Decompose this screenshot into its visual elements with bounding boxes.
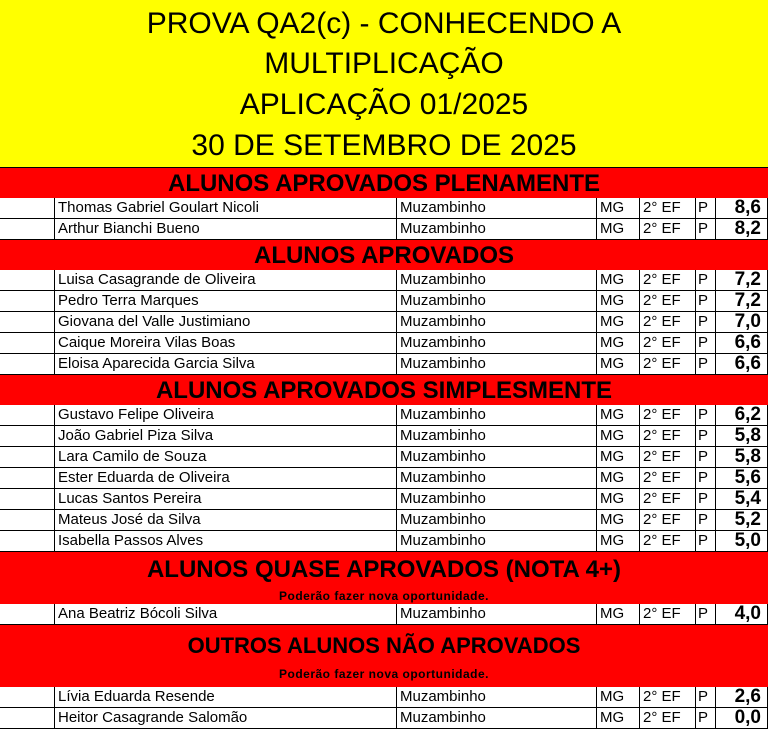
score-cell: 8,2 (716, 219, 768, 239)
student-name-cell: Luisa Casagrande de Oliveira (55, 270, 397, 290)
grade-cell: 2° EF (640, 604, 696, 624)
status-cell: P (696, 708, 716, 728)
table-row (0, 426, 768, 447)
student-name-cell: Heitor Casagrande Salomão (55, 708, 397, 728)
section-aprovados-band (0, 240, 768, 270)
student-name-cell: Ana Beatriz Bócoli Silva (55, 604, 397, 624)
table-row (0, 333, 768, 354)
grade-cell: 2° EF (640, 198, 696, 218)
score-cell: 2,6 (716, 687, 768, 707)
status-cell: P (696, 604, 716, 624)
grade-cell: 2° EF (640, 333, 696, 353)
student-name-cell: João Gabriel Piza Silva (55, 426, 397, 446)
city-cell: Muzambinho (397, 312, 597, 332)
table-row (0, 219, 768, 240)
state-cell: MG (597, 687, 640, 707)
status-cell: P (696, 426, 716, 446)
section-quase-band (0, 552, 768, 604)
table-row (0, 270, 768, 291)
grade-cell: 2° EF (640, 270, 696, 290)
score-cell: 5,4 (716, 489, 768, 509)
state-cell: MG (597, 426, 640, 446)
blank-cell (0, 354, 55, 374)
status-cell: P (696, 687, 716, 707)
table-row (0, 708, 768, 729)
city-cell: Muzambinho (397, 219, 597, 239)
city-cell: Muzambinho (397, 426, 597, 446)
table-row (0, 531, 768, 552)
header-banner (0, 0, 768, 168)
blank-cell (0, 426, 55, 446)
student-name-cell: Caique Moreira Vilas Boas (55, 333, 397, 353)
section-outros-band (0, 625, 768, 687)
blank-cell (0, 687, 55, 707)
table-row (0, 510, 768, 531)
table-row (0, 198, 768, 219)
score-cell: 5,2 (716, 510, 768, 530)
score-cell: 7,2 (716, 291, 768, 311)
section-subtitle: Poderão fazer nova oportunidade. (278, 589, 490, 603)
score-cell: 5,0 (716, 531, 768, 551)
state-cell: MG (597, 708, 640, 728)
score-cell: 5,8 (716, 447, 768, 467)
status-cell: P (696, 531, 716, 551)
blank-cell (0, 333, 55, 353)
city-cell: Muzambinho (397, 468, 597, 488)
blank-cell (0, 405, 55, 425)
score-cell: 4,0 (716, 604, 768, 624)
city-cell: Muzambinho (397, 354, 597, 374)
student-name-cell: Giovana del Valle Justimiano (55, 312, 397, 332)
blank-cell (0, 447, 55, 467)
status-cell: P (696, 354, 716, 374)
grade-cell: 2° EF (640, 354, 696, 374)
header-line-4: 30 DE SETEMBRO DE 2025 (191, 129, 577, 162)
header-line-1: PROVA QA2(c) - CONHECENDO A (146, 7, 622, 40)
header-line-3: APLICAÇÃO 01/2025 (239, 88, 529, 121)
table-row (0, 291, 768, 312)
section-subtitle: Poderão fazer nova oportunidade. (278, 667, 490, 681)
city-cell: Muzambinho (397, 708, 597, 728)
student-name-cell: Lucas Santos Pereira (55, 489, 397, 509)
student-name-cell: Mateus José da Silva (55, 510, 397, 530)
grade-cell: 2° EF (640, 510, 696, 530)
city-cell: Muzambinho (397, 198, 597, 218)
state-cell: MG (597, 354, 640, 374)
status-cell: P (696, 219, 716, 239)
grade-cell: 2° EF (640, 219, 696, 239)
student-name-cell: Arthur Bianchi Bueno (55, 219, 397, 239)
score-cell: 5,6 (716, 468, 768, 488)
city-cell: Muzambinho (397, 405, 597, 425)
status-cell: P (696, 447, 716, 467)
table-row (0, 405, 768, 426)
table-row (0, 447, 768, 468)
grade-cell: 2° EF (640, 291, 696, 311)
grade-cell: 2° EF (640, 468, 696, 488)
state-cell: MG (597, 198, 640, 218)
city-cell: Muzambinho (397, 531, 597, 551)
section-simplesmente-band (0, 375, 768, 405)
state-cell: MG (597, 405, 640, 425)
city-cell: Muzambinho (397, 291, 597, 311)
state-cell: MG (597, 291, 640, 311)
status-cell: P (696, 489, 716, 509)
student-name-cell: Eloisa Aparecida Garcia Silva (55, 354, 397, 374)
student-name-cell: Gustavo Felipe Oliveira (55, 405, 397, 425)
grade-cell: 2° EF (640, 447, 696, 467)
grade-cell: 2° EF (640, 489, 696, 509)
student-name-cell: Isabella Passos Alves (55, 531, 397, 551)
city-cell: Muzambinho (397, 333, 597, 353)
section-title: ALUNOS APROVADOS SIMPLESMENTE (155, 377, 613, 404)
blank-cell (0, 489, 55, 509)
grade-cell: 2° EF (640, 405, 696, 425)
status-cell: P (696, 198, 716, 218)
state-cell: MG (597, 604, 640, 624)
student-name-cell: Lara Camilo de Souza (55, 447, 397, 467)
state-cell: MG (597, 312, 640, 332)
city-cell: Muzambinho (397, 510, 597, 530)
table-row (0, 604, 768, 625)
score-cell: 6,2 (716, 405, 768, 425)
table-row (0, 312, 768, 333)
student-name-cell: Pedro Terra Marques (55, 291, 397, 311)
student-name-cell: Ester Eduarda de Oliveira (55, 468, 397, 488)
blank-cell (0, 510, 55, 530)
status-cell: P (696, 510, 716, 530)
status-cell: P (696, 270, 716, 290)
student-name-cell: Lívia Eduarda Resende (55, 687, 397, 707)
score-cell: 0,0 (716, 708, 768, 728)
blank-cell (0, 531, 55, 551)
grade-cell: 2° EF (640, 708, 696, 728)
grade-cell: 2° EF (640, 426, 696, 446)
city-cell: Muzambinho (397, 270, 597, 290)
city-cell: Muzambinho (397, 604, 597, 624)
student-name-cell: Thomas Gabriel Goulart Nicoli (55, 198, 397, 218)
header-line-2: MULTIPLICAÇÃO (264, 47, 504, 80)
table-row (0, 687, 768, 708)
table-row (0, 354, 768, 375)
blank-cell (0, 708, 55, 728)
score-cell: 6,6 (716, 333, 768, 353)
city-cell: Muzambinho (397, 447, 597, 467)
state-cell: MG (597, 333, 640, 353)
blank-cell (0, 604, 55, 624)
score-cell: 7,0 (716, 312, 768, 332)
state-cell: MG (597, 510, 640, 530)
state-cell: MG (597, 219, 640, 239)
blank-cell (0, 468, 55, 488)
score-cell: 6,6 (716, 354, 768, 374)
status-cell: P (696, 405, 716, 425)
state-cell: MG (597, 270, 640, 290)
city-cell: Muzambinho (397, 489, 597, 509)
status-cell: P (696, 312, 716, 332)
section-title: OUTROS ALUNOS NÃO APROVADOS (187, 633, 581, 658)
blank-cell (0, 198, 55, 218)
score-cell: 8,6 (716, 198, 768, 218)
score-cell: 7,2 (716, 270, 768, 290)
section-title: ALUNOS APROVADOS PLENAMENTE (167, 170, 601, 197)
status-cell: P (696, 333, 716, 353)
status-cell: P (696, 468, 716, 488)
state-cell: MG (597, 531, 640, 551)
score-cell: 5,8 (716, 426, 768, 446)
grade-cell: 2° EF (640, 312, 696, 332)
table-row (0, 468, 768, 489)
grade-cell: 2° EF (640, 531, 696, 551)
section-title: ALUNOS QUASE APROVADOS (NOTA 4+) (146, 556, 622, 583)
table-row (0, 489, 768, 510)
section-title: ALUNOS APROVADOS (253, 242, 514, 269)
blank-cell (0, 219, 55, 239)
section-plenamente-band (0, 168, 768, 198)
state-cell: MG (597, 447, 640, 467)
blank-cell (0, 291, 55, 311)
status-cell: P (696, 291, 716, 311)
blank-cell (0, 312, 55, 332)
grade-cell: 2° EF (640, 687, 696, 707)
city-cell: Muzambinho (397, 687, 597, 707)
state-cell: MG (597, 489, 640, 509)
state-cell: MG (597, 468, 640, 488)
blank-cell (0, 270, 55, 290)
